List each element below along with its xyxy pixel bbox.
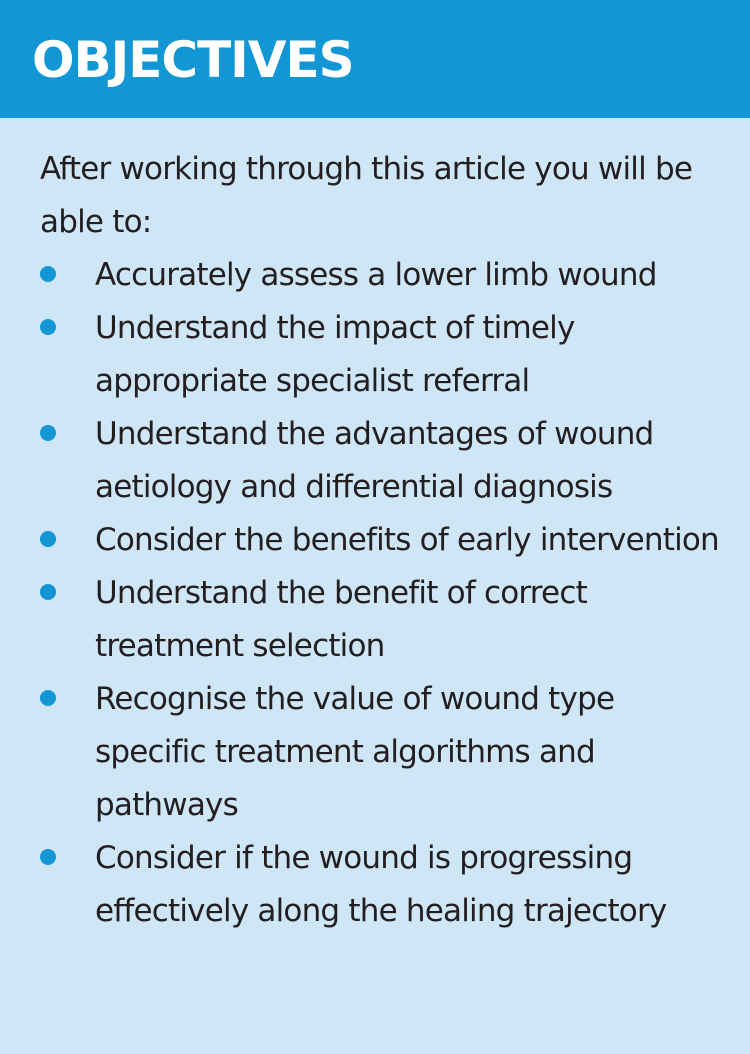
objective-text: Accurately assess a lower limb wound [95,257,657,293]
header-title: OBJECTIVES [32,31,354,89]
objective-item [40,567,730,673]
objective-text: Recognise the value of wound type specific treatment algorithms and pathways [95,681,615,823]
bullet-icon [40,266,56,282]
bullet-icon [40,425,56,441]
objective-text: Consider if the wound is progressing effectively along the healing trajectory [95,840,667,929]
objective-item [40,249,730,302]
bullet-icon [40,849,56,865]
objectives-content [40,143,730,938]
bullet-icon [40,690,56,706]
header-bar [0,0,750,118]
objective-item [40,832,730,938]
bullet-icon [40,531,56,547]
bullet-icon [40,319,56,335]
objective-item [40,302,730,408]
objective-text: Understand the impact of timely appropriate specialist referral [95,310,575,399]
objectives-list [40,249,730,938]
objective-item [40,673,730,832]
objective-text: Understand the advantages of wound aetiology and differential diagnosis [95,416,654,505]
objective-item [40,514,730,567]
objective-text: Understand the benefit of correct treatment selection [95,575,587,664]
intro-text: After working through this article you will be able to: [40,151,693,240]
objective-item [40,408,730,514]
bullet-icon [40,584,56,600]
objective-text: Consider the benefits of early intervention [95,522,719,558]
